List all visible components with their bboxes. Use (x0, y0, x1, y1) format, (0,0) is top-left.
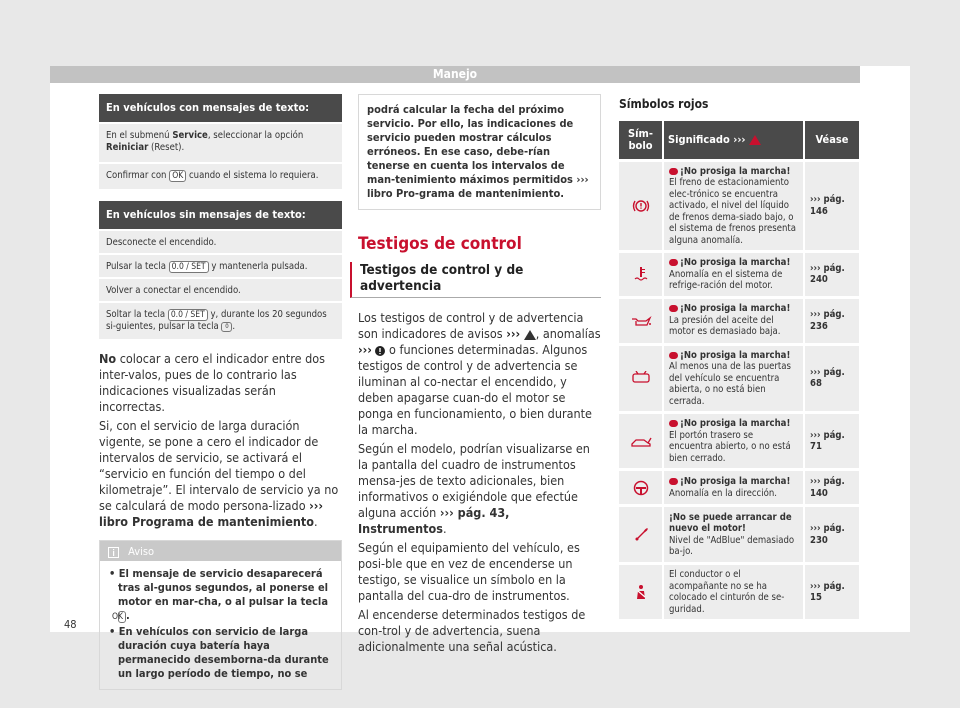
ok-key: OK (169, 170, 186, 182)
page-number: 48 (64, 618, 77, 631)
table-row (619, 252, 859, 298)
paragraph: Si, con el servicio de larga duración vigente, se pone a cero el indicador de intervalos de servicio, se activará el “servicio en función del tiempo o del kilometraje”. El intervalo de servicio ya no se calculará de modo persona-lizado ››› libro Programa de mantenimiento. (99, 418, 339, 529)
stop-icon (669, 420, 678, 427)
row-heading: ¡No prosiga la marcha! (680, 165, 791, 177)
info-icon (108, 545, 119, 558)
adblue-icon (633, 529, 649, 540)
stop-icon (669, 168, 678, 175)
set-key: 0.0 / SET (169, 261, 209, 273)
table-row: Volver a conectar el encendido. (99, 277, 342, 301)
table-row (619, 160, 859, 252)
page-reference: ››› pág. 15 (804, 564, 859, 620)
door-open-icon (631, 373, 651, 384)
paragraph: Según el equipamiento del vehículo, es posi-ble que en vez de encenderse un testigo, se visualice un símbolo en la pantalla del cua-dro de instrumentos. (358, 540, 580, 603)
ok-key: OK (118, 611, 126, 623)
row-text: El conductor o el acompañante no se ha colocado el cinturón de se-guridad. (669, 569, 785, 615)
column-header: Véase (804, 121, 859, 160)
table-row (619, 506, 859, 564)
row-text: Anomalía en la dirección. (669, 487, 777, 499)
row-text: Al menos una de las puertas del vehículo se encuentra abierta, o no está bien cerrada. (669, 361, 791, 407)
row-text: Anomalía en el sistema de refrige-ración del motor. (669, 268, 783, 291)
subsection-title: Testigos de control y de advertencia (350, 262, 601, 298)
row-heading: ¡No se puede arrancar de nuevo el motor! (669, 511, 792, 534)
paragraph: Según el modelo, podrían visualizarse en la pantalla del cuadro de instrumentos mensa-jes de texto adicionales, bien informativos o exigiéndole que efectúe alguna acción ››› pág. 43, Instrumentos. (358, 441, 590, 536)
note-box (99, 540, 342, 690)
table-row: Pulsar la tecla 0.0 / SET y mantenerla pulsada. (99, 253, 342, 277)
column-header: Significado ››› (663, 121, 804, 160)
stop-icon (669, 352, 678, 359)
note-title: Aviso (128, 545, 155, 558)
row-heading: ¡No prosiga la marcha! (680, 418, 791, 429)
symbols-table (619, 121, 859, 619)
page-reference: ››› pág. 68 (804, 344, 859, 413)
row-heading: ¡No prosiga la marcha! (680, 257, 791, 268)
row-heading: ¡No prosiga la marcha! (680, 303, 791, 315)
warning-triangle-icon (524, 330, 536, 340)
table-row: Soltar la tecla 0.0 / SET y, durante los 20 segundos si-guientes, pulsar la tecla 0 . (99, 301, 342, 339)
page-reference: ››› pág. 140 (804, 470, 859, 506)
seatbelt-icon (634, 587, 648, 598)
table1-title: En vehículos con mensajes de texto: (99, 94, 342, 122)
table-row: Desconecte el encendido. (99, 229, 342, 253)
row-text: La presión del aceite del motor es demasiado baja. (669, 314, 781, 338)
section-title: Testigos de control (358, 234, 522, 254)
right-column (619, 94, 859, 619)
page-reference: ››› pág. 71 (804, 413, 859, 470)
page-header: Manejo (50, 66, 860, 83)
list-item: • El mensaje de servicio desaparecerá tras al-gunos segundos, al ponerse el motor en mar-cha, o al pulsar la tecla OK . (109, 567, 329, 622)
page-reference: ››› pág. 240 (804, 252, 859, 298)
table-row: En el submenú Service, seleccionar la opción Reiniciar (Reset). (99, 122, 342, 162)
table-row (619, 564, 859, 620)
table-row (619, 413, 859, 470)
symbols-title: Símbolos rojos (619, 97, 709, 111)
column-header: Sím-bolo (619, 121, 663, 160)
note-continuation: podrá calcular la fecha del próximo servicio. Por ello, las indicaciones de servicio pueden mostrar cálculos erróneos. En ese caso, debe-rían tenerse en cuenta los intervalos de man-tenimiento máximos permitidos ››› libro Pro-grama de mantenimiento. (358, 94, 601, 210)
page-reference: ››› pág. 236 (804, 297, 859, 344)
table2-title: En vehículos sin mensajes de texto: (99, 201, 342, 229)
page-reference: ››› pág. 146 (804, 160, 859, 252)
row-text: Nivel de "AdBlue" demasiado ba-jo. (669, 534, 795, 557)
stop-icon (669, 478, 678, 485)
brake-warning-icon (632, 200, 650, 211)
page-reference: ››› pág. 230 (804, 506, 859, 564)
middle-column (358, 94, 601, 655)
paragraph: Al encenderse determinados testigos de con-trol y de advertencia, suena adicionalmente una señal acústica. (358, 607, 586, 654)
warning-triangle-icon (749, 135, 761, 145)
trip-reset-key-icon: 0 (221, 322, 232, 332)
table-row: Confirmar con OK cuando el sistema lo requiera. (99, 162, 342, 189)
table-row (619, 344, 859, 413)
coolant-temperature-icon (633, 269, 649, 280)
set-key: 0.0 / SET (168, 309, 208, 321)
note-header (100, 541, 341, 561)
paragraph: No colocar a cero el indicador entre dos inter-valos, pues de lo contrario las indicaciones visualizadas serán incorrectas. (99, 351, 325, 414)
tailgate-open-icon (630, 436, 652, 447)
stop-icon (669, 259, 678, 266)
row-text: El portón trasero se encuentra abierto, o no está bien cerrado. (669, 429, 791, 464)
row-heading: ¡No prosiga la marcha! (680, 476, 791, 487)
table-row (619, 470, 859, 506)
stop-icon (669, 305, 678, 312)
row-text: El freno de estacionamiento elec-trónico se encuentra activado, el nivel del líquido de frenos dema-siado bajo, o el sistema de frenos presenta alguna anomalía. (669, 177, 797, 246)
anomaly-icon (375, 342, 385, 357)
steering-wheel-icon (633, 482, 649, 493)
oil-pressure-icon (630, 315, 652, 326)
paragraph: Los testigos de control y de advertencia son indicadores de avisos ››› , anomalías ››› o funciones determinadas. Algunos testigos de control y de advertencia se iluminan al co-nectar el encendido, y deben apagarse cuan-do el motor se ponga en funcionamiento, o bien durante la marcha. (358, 310, 601, 437)
row-heading: ¡No prosiga la marcha! (680, 349, 791, 361)
list-item: • En vehículos con servicio de larga duración cuya batería haya permanecido desemborna-da durante un largo período de tiempo, no se (109, 625, 329, 680)
table-row (619, 297, 859, 344)
left-column (99, 94, 342, 690)
